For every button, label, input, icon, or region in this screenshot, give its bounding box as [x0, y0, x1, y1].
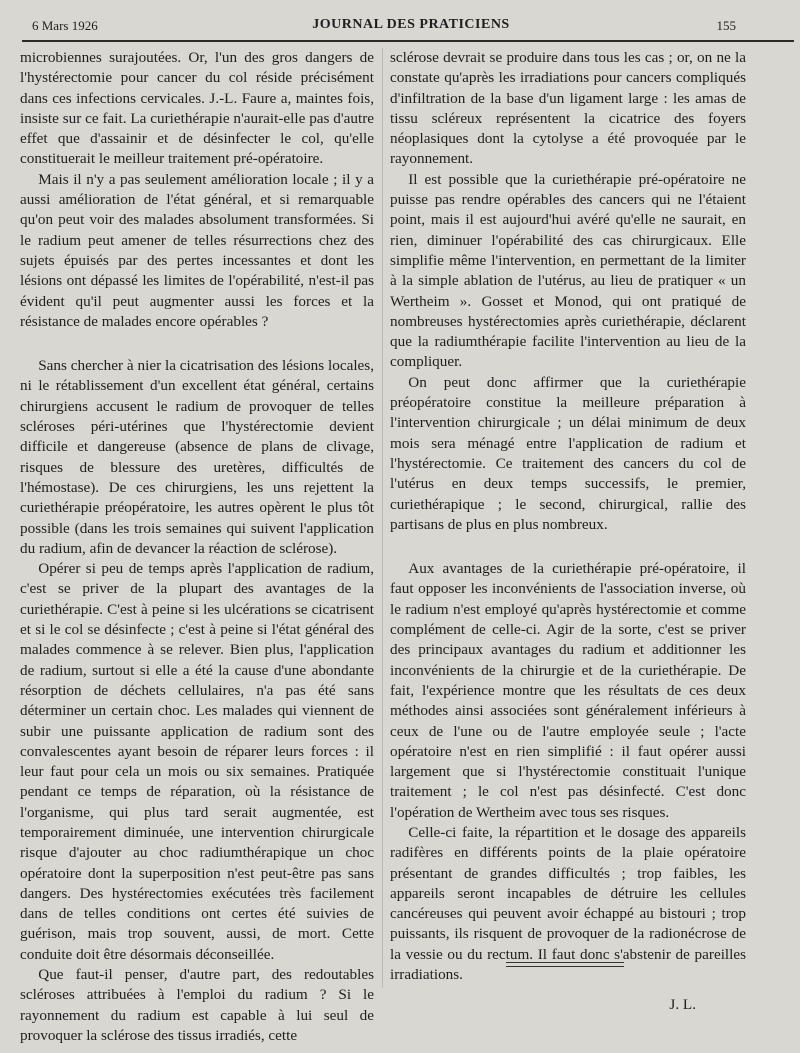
paragraph: Opérer si peu de temps après l'application de radium, c'est se priver de la plupart des avantages de la curiethérapie. C'est à peine si les ulcérations se cicatrisent et si le col se désinfecte ; c'est à peine si l'état général des malades commence à se relever. Bien plus, l'application de radium, surtout si elle a été la cause d'une abondante résorption de déchets cellulaires, n'a pas été sans déterminer un certain choc. Les malades qui viennent de subir une puissante application de radium sont des convalescentes ayant besoin de réparer leurs forces : il leur faut pour cela un mois ou six semaines. Pratiquée pendant ce temps de réparation, où la résistance de l'organisme, qui plus tard serait augmentée, est temporairement diminuée, une intervention chirurgicale risque d'ajouter au choc radiumthérapique un choc opératoire dont la superposition n'est peut-être pas sans dangers. Des hystérectomies exécutées très facilement dans de telles conditions ont certes été suivies de guérison, mais trop souvent, aussi, de mort. Cette conduite doit être désormais déconseillée. — [20, 560, 374, 963]
issue-date: 6 Mars 1926 — [32, 18, 98, 33]
header-rule — [22, 40, 794, 42]
author-signature: J. L. — [669, 996, 696, 1014]
page-header — [22, 16, 800, 38]
paragraph: sclérose devrait se produire dans tous les cas ; or, on ne la constate qu'après les irradiations pour cancers compliqués d'infiltration de la base d'un ligament large : les amas de tissu scléreux représentent la cicatrice des foyers néoplasiques dont la cytolyse a été provoquée par le rayonnement. — [390, 49, 746, 168]
column-divider — [382, 48, 383, 988]
end-rule — [506, 962, 624, 967]
left-column — [20, 48, 374, 1046]
paragraph: Il est possible que la curiethérapie pré-opératoire ne puisse pas rendre opérables des cancers qui ne l'étaient point, mais il est aujourd'hui avéré qu'elle ne saurait, en rien, diminuer l'opérabilité des cas chirurgicaux. Elle simplifie même l'intervention, en permettant de la limiter à la simple ablation de l'utérus, au lieu de pratiquer « un Wertheim ». Gosset et Monod, qui ont pratiqué de nombreuses hystérectomies après curiethérapie, déclarent que la radiumthérapie facilite l'intervention au lieu de la compliquer. — [390, 170, 746, 371]
paragraph: Sans chercher à nier la cicatrisation des lésions locales, ni le rétablissement d'un excellent état général, certains chirurgiens accusent le radium de provoquer de telles scléroses péri-utérines que l'hystérectomie devient difficile et dangereuse (absence de plans de clivage, risques de blessure des uretères, difficultés de l'hémostase). De ces chirurgiens, les uns rejettent la curiethérapie préopératoire, les autres opèrent le plus tôt possible (dans les trois semaines qui suivent l'application du radium, afin de devancer la réaction de sclérose). — [20, 357, 374, 557]
right-column — [390, 48, 746, 1016]
paragraph: On peut donc affirmer que la curiethérapie préopératoire constitue la meilleure préparation à l'intervention chirurgicale ; un délai minimum de deux mois sera ménagé entre l'application de radium et l'hystérectomie. Ce traitement des cancers du col de l'utérus en deux temps successifs, le premier, curiethérapique ; le second, chirurgical, rallie des partisans de plus en plus nombreux. — [390, 373, 746, 533]
paragraph: Celle-ci faite, la répartition et le dosage des appareils radifères en différents points de la plaie opératoire présentant de grandes difficultés ; trop faibles, les appareils seront incapables de détruire les cellules cancéreuses qui peuvent avoir échappé au bistouri ; trop puissants, ils risquent de provoquer de la radionécrose de la vessie ou du rectum. Il faut donc s'abstenir de pareilles irradiations. — [390, 823, 746, 984]
journal-title: JOURNAL DES PRATICIENS — [312, 17, 510, 32]
paragraph: microbiennes surajoutées. Or, l'un des gros dangers de l'hystérectomie pour cancer du col réside précisément dans ces infections cervicales. J.-L. Faure a, maintes fois, insiste sur ce fait. La curiethérapie n'aurait-elle pas d'autre effet que d'assainir et de désinfecter le col, qu'elle constituerait le meilleur traitement pré-opératoire. — [20, 49, 374, 168]
paragraph: Aux avantages de la curiethérapie pré-opératoire, il faut opposer les inconvénients de l'association inverse, où le radium n'est employé qu'après hystérectomie et comme complément de celle-ci. Agir de la sorte, c'est se priver des principaux avantages du radium et additionner les inconvénients de la chirurgie et de la curiethérapie. De fait, l'expérience montre que les résultats de ces deux méthodes ainsi associées sont généralement inférieurs à ceux de l'une ou de l'autre employée seule ; l'acte opératoire n'est en rien simplifié : il faut opérer aussi largement que si l'hystérectomie constituait l'unique traitement ; le col n'est pas désinfecté. C'est donc l'opération de Wertheim avec tous ses risques. — [390, 560, 746, 821]
paragraph: Que faut-il penser, d'autre part, des redoutables scléroses attribuées à l'emploi du radium ? Si le rayonnement du radium est capable à lui seul de provoquer la sclérose des tissus irradiés, cette — [20, 966, 374, 1044]
paragraph: Mais il n'y a pas seulement amélioration locale ; il y a aussi amélioration de l'état général, et si remarquable qu'on peut voir des malades absolument transformées. Si le radium peut amener de telles résurrections chez des sujets épuisés par des pertes incessantes et dont les lésions ont dépassé les limites de l'opérabilité, n'est-il pas évident qu'il peut augmenter aussi les forces et la résistance de malades encore opérables ? — [20, 170, 374, 330]
page-number: 155 — [716, 18, 736, 33]
